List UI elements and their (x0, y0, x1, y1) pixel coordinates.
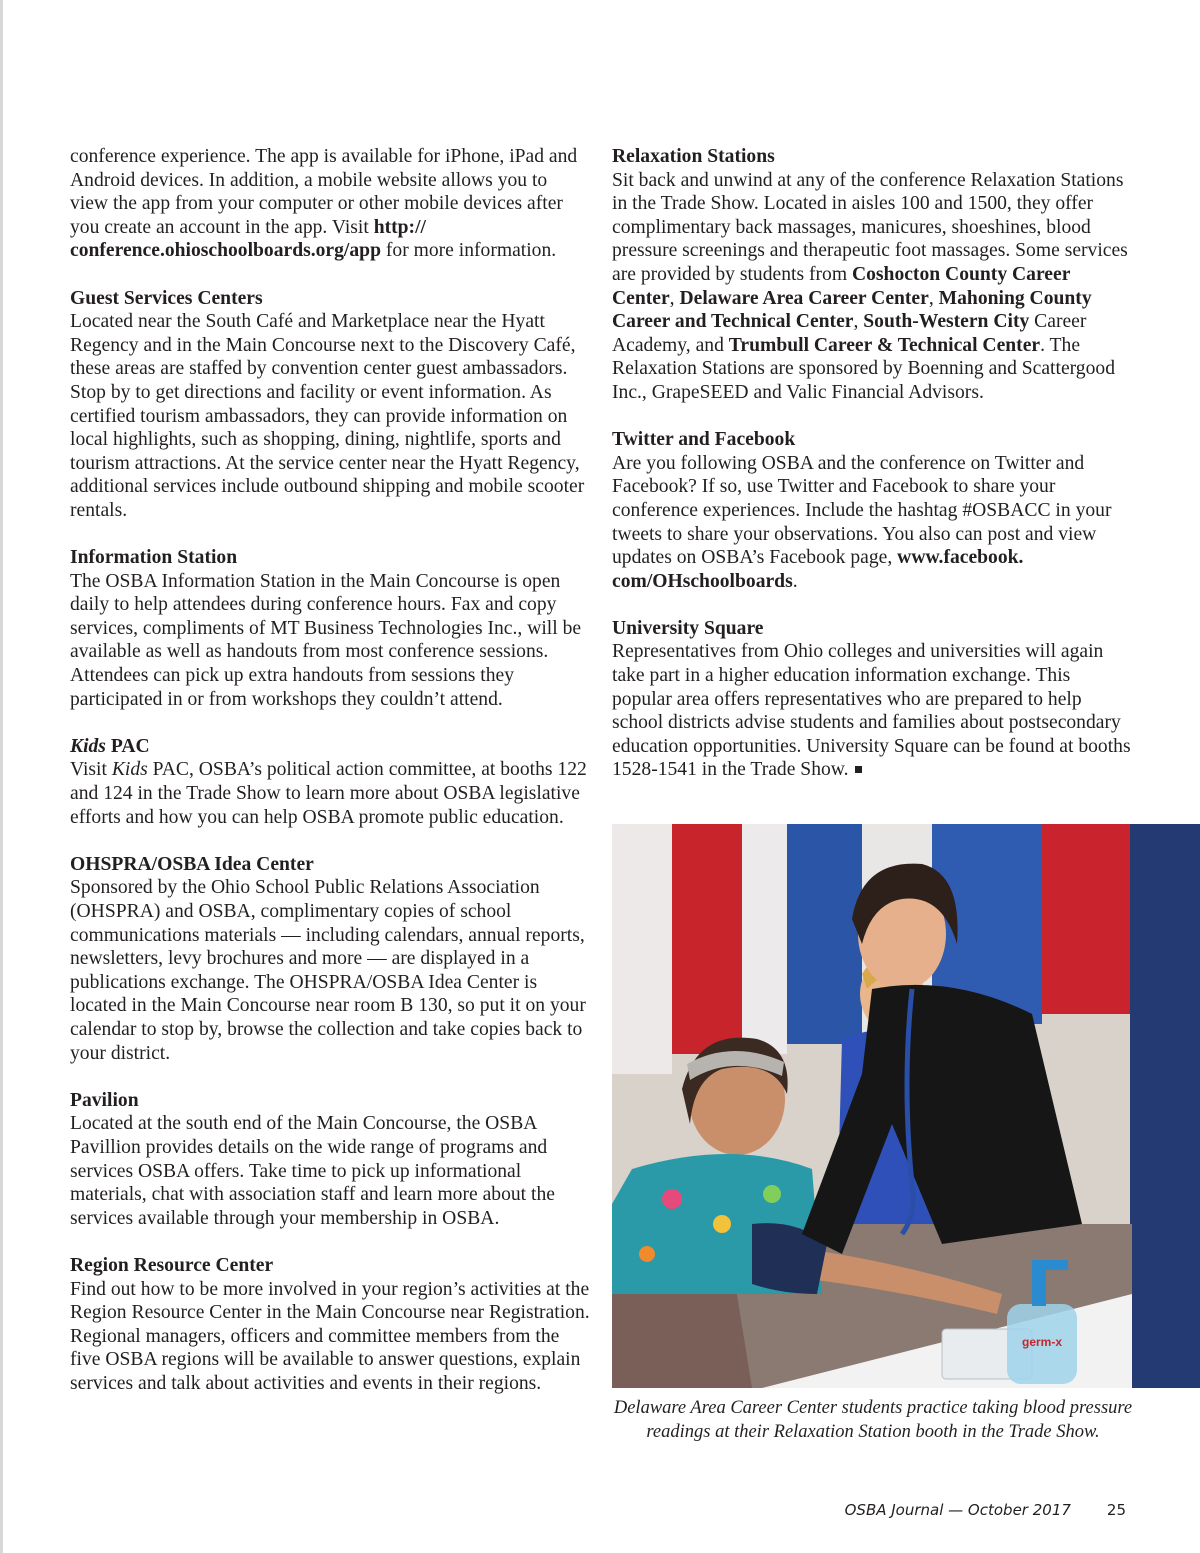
pavilion-body: Located at the south end of the Main Concourse, the OSBA Pavillion provides details on the wide range of programs and services OSBA offers. Take time to pick up informational materials, chat with association staff and learn more about the services available through your membership in OSBA. (70, 1113, 555, 1229)
drape-white-2 (742, 824, 787, 1054)
idea-center-body: Sponsored by the Ohio School Public Relations Association (OHSPRA) and OSBA, complimentary copies of school communications materials — including calendars, annual reports, newsletters, levy brochures and more — are displayed in a publications exchange. The OHSPRA/OSBA Idea Center is located in the Main Concourse near room B 130, so put it on your calendar to stop by, browse the collection and take copies back to your district. (70, 877, 586, 1064)
page-number: 25 (1106, 1501, 1126, 1519)
guest-services-body: Located near the South Café and Marketplace near the Hyatt Regency and in the Main Concourse next to the Discovery Café, these areas are staffed by convention center guest ambassadors. Stop by to get directions and facility or event information. As certified tourism ambassadors, they can provide information on local highlights, such as shopping, dining, nightlife, sports and tourism attractions. At the service center near the Hyatt Regency, additional services include outbound shipping and mobile scooter rentals. (70, 311, 585, 521)
footer-journal-title: OSBA Journal — October 2017 (844, 1501, 1071, 1519)
region-resource-heading: Region Resource Center (70, 1254, 274, 1276)
right-column (612, 145, 1134, 806)
photo-caption: Delaware Area Career Center students practice taking blood pressure readings at their Relaxation Station booth in the Trade Show. (613, 1398, 1133, 1442)
facebook-link[interactable]: www.facebook. com/OHschoolboards (612, 547, 1024, 592)
scrubs-pattern-3 (763, 1185, 781, 1203)
page-footer (845, 1501, 1126, 1519)
scrubs-pattern-4 (639, 1246, 655, 1262)
app-intro-text: conference experience. The app is available for iPhone, iPad and Android devices. In addition, a mobile website allows you to view the app from your computer or other mobile devices after you create an account in the app. Visit http:// conference.ohioschoolboards.org/app for more information. (70, 146, 578, 262)
pavilion-heading: Pavilion (70, 1089, 139, 1111)
scrubs-pattern-1 (662, 1189, 682, 1209)
idea-center-heading: OHSPRA/OSBA Idea Center (70, 853, 314, 875)
drape-white-1 (612, 824, 672, 1074)
information-station-section (70, 546, 590, 711)
twitter-heading: Twitter and Facebook (612, 429, 796, 451)
page-edge (0, 0, 3, 1553)
university-body: Representatives from Ohio colleges and universities will again take part in a higher education information exchange. This popular area offers representatives who are prepared to help school districts advise students and families about postsecondary education opportunities. University Square can be found at booths 1528-1541 in the Trade Show. (612, 641, 1131, 781)
twitter-section (612, 428, 1134, 593)
region-resource-body: Find out how to be more involved in your region’s activities at the Region Resource Center in the Main Concourse near Registration. Regional managers, officers and committee members from the five OSBA regions will be available to answer questions, explain services and talk about activities and events in their regions. (70, 1278, 590, 1394)
twitter-body: Are you following OSBA and the conference on Twitter and Facebook? If so, use Twitter and Facebook to share your conference experiences. Include the hashtag #OSBACC in your tweets to share your observations. You also can post and view updates on OSBA’s Facebook page, www.facebook. com/OHschoolboards. (612, 452, 1112, 592)
relaxation-section (612, 145, 1134, 405)
information-station-heading: Information Station (70, 547, 238, 569)
university-heading: University Square (612, 617, 764, 639)
relaxation-heading: Relaxation Stations (612, 146, 775, 167)
relaxation-body: Sit back and unwind at any of the conference Relaxation Stations in the Trade Show. Located in aisles 100 and 1500, they offer complimentary back massages, manicures, shoeshines, blood pressure screenings and therapeutic foot massages. Some services are provided by students from Coshocton County Career Center, Delaware Area Career Center, Mahoning County Career and Technical Center, South-Western City Career Academy, and Trumbull Career & Technical Center. The Relaxation Stations are sponsored by Boenning and Scattergood Inc., GrapeSEED and Valic Financial Advisors. (612, 169, 1128, 403)
pavilion-section (70, 1089, 590, 1231)
guest-services-section (70, 287, 590, 523)
drape-red-1 (672, 824, 742, 1054)
idea-center-section (70, 853, 590, 1065)
guest-services-heading: Guest Services Centers (70, 287, 263, 309)
kids-pac-section (70, 735, 590, 829)
university-section (612, 617, 1134, 782)
photo-illustration (612, 824, 1200, 1388)
information-station-body: The OSBA Information Station in the Main Concourse is open daily to help attendees during conference hours. Fax and copy services, compliments of MT Business Technologies Inc., will be available as well as handouts from most conference sessions. Attendees can pick up extra handouts from sessions they participated in or from workshops they couldn’t attend. (70, 570, 582, 710)
app-intro-section (70, 145, 590, 263)
booth-photo (612, 824, 1200, 1388)
navy-panel (1130, 824, 1200, 1388)
bottle-nozzle (1032, 1260, 1068, 1270)
app-link[interactable]: http:// conference.ohioschoolboards.org/app (70, 216, 426, 262)
end-of-article-mark (855, 766, 862, 773)
left-column (70, 145, 590, 1419)
kids-pac-body: Visit Kids PAC, OSBA’s political action committee, at booths 122 and 124 in the Trade Show to learn more about OSBA legislative efforts and how you can help OSBA promote public education. (70, 759, 587, 828)
bottle-pump (1032, 1264, 1046, 1306)
region-resource-section (70, 1254, 590, 1396)
drape-blue-1 (787, 824, 862, 1044)
kids-pac-heading: Kids PAC (70, 735, 150, 757)
bottle-label: germ-x (1021, 1335, 1063, 1349)
scrubs-pattern-2 (713, 1215, 731, 1233)
drape-red-2 (1042, 824, 1130, 1014)
